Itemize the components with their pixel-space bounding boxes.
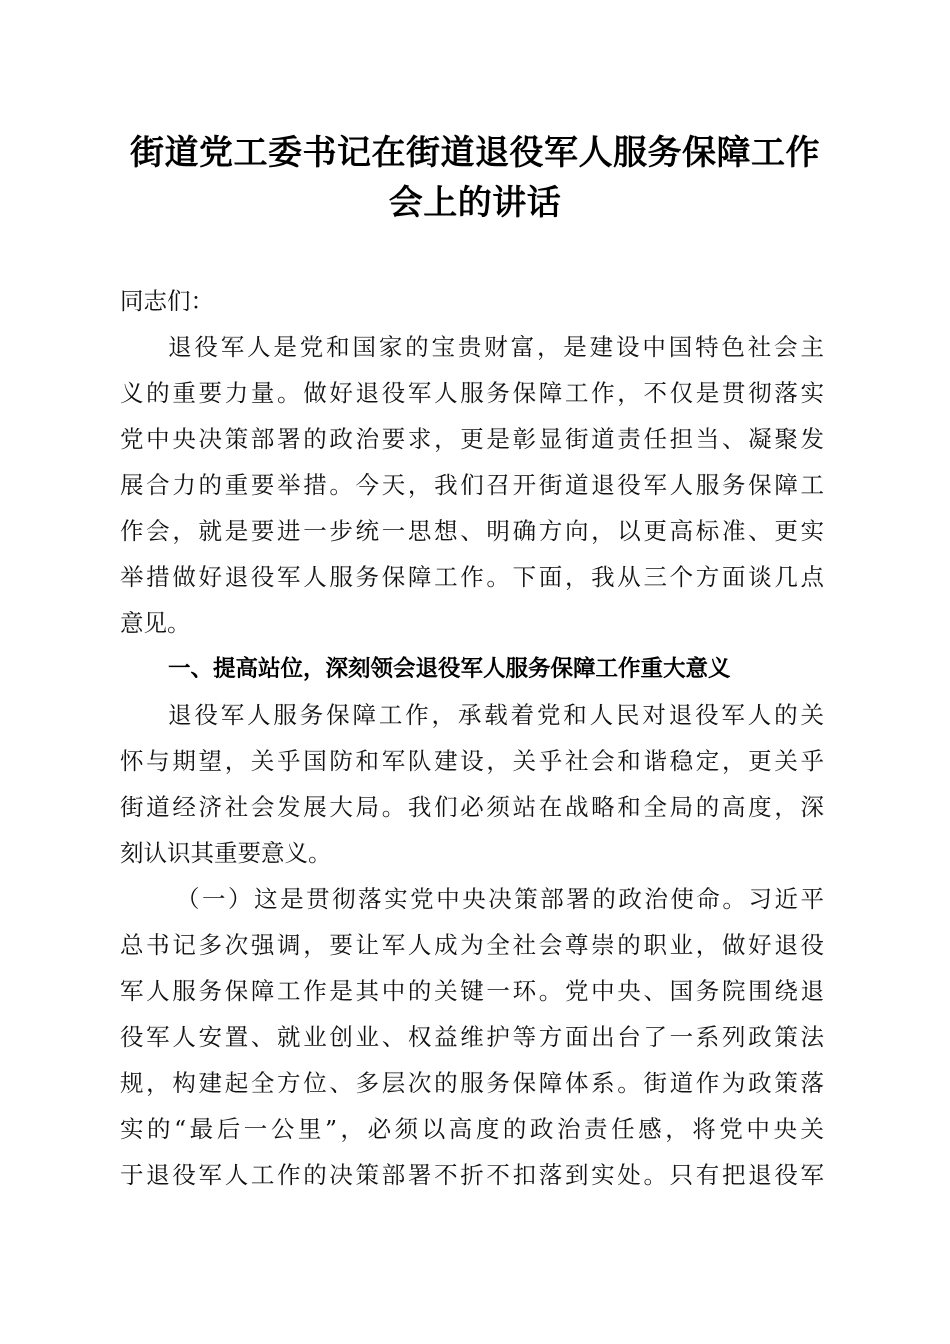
intro-line: 党中央决策部署的政治要求，更是彰显街道责任担当、凝聚发 [120, 425, 824, 453]
subsection-line: 规，构建起全方位、多层次的服务保障体系。街道作为政策落 [120, 1069, 824, 1097]
section-line: 刻认识其重要意义。 [120, 839, 332, 867]
subsection-line: （一）这是贯彻落实党中央决策部署的政治使命。习近平 [176, 885, 824, 913]
title-line-1: 街道党工委书记在街道退役军人服务保障工作 [130, 133, 820, 173]
intro-line: 退役军人是党和国家的宝贵财富，是建设中国特色社会主 [168, 333, 824, 361]
subsection-line: 于退役军人工作的决策部署不折不扣落到实处。只有把退役军 [120, 1161, 824, 1189]
section-line: 街道经济社会发展大局。我们必须站在战略和全局的高度，深 [120, 793, 824, 821]
subsection-line: 役军人安置、就业创业、权益维护等方面出台了一系列政策法 [120, 1023, 824, 1051]
subsection-line: 实的“最后一公里”，必须以高度的政治责任感，将党中央关 [120, 1115, 824, 1143]
subsection-line: 总书记多次强调，要让军人成为全社会尊崇的职业，做好退役 [120, 931, 824, 959]
intro-line: 作会，就是要进一步统一思想、明确方向，以更高标准、更实 [120, 517, 824, 545]
intro-line: 意见。 [120, 609, 191, 637]
salutation: 同志们： [120, 287, 214, 315]
intro-line: 展合力的重要举措。今天，我们召开街道退役军人服务保障工 [120, 471, 824, 499]
intro-line: 举措做好退役军人服务保障工作。下面，我从三个方面谈几点 [120, 563, 824, 591]
document-title [100, 128, 850, 228]
section-heading: 一、提高站位，深刻领会退役军人服务保障工作重大意义 [168, 656, 731, 682]
intro-line: 义的重要力量。做好退役军人服务保障工作，不仅是贯彻落实 [120, 379, 824, 407]
section-line: 怀与期望，关乎国防和军队建设，关乎社会和谐稳定，更关乎 [120, 747, 824, 775]
title-line-2: 会上的讲话 [388, 183, 562, 223]
document-body [120, 278, 824, 1198]
section-line: 退役军人服务保障工作，承载着党和人民对退役军人的关 [168, 701, 824, 729]
subsection-line: 军人服务保障工作是其中的关键一环。党中央、国务院围绕退 [120, 977, 824, 1005]
